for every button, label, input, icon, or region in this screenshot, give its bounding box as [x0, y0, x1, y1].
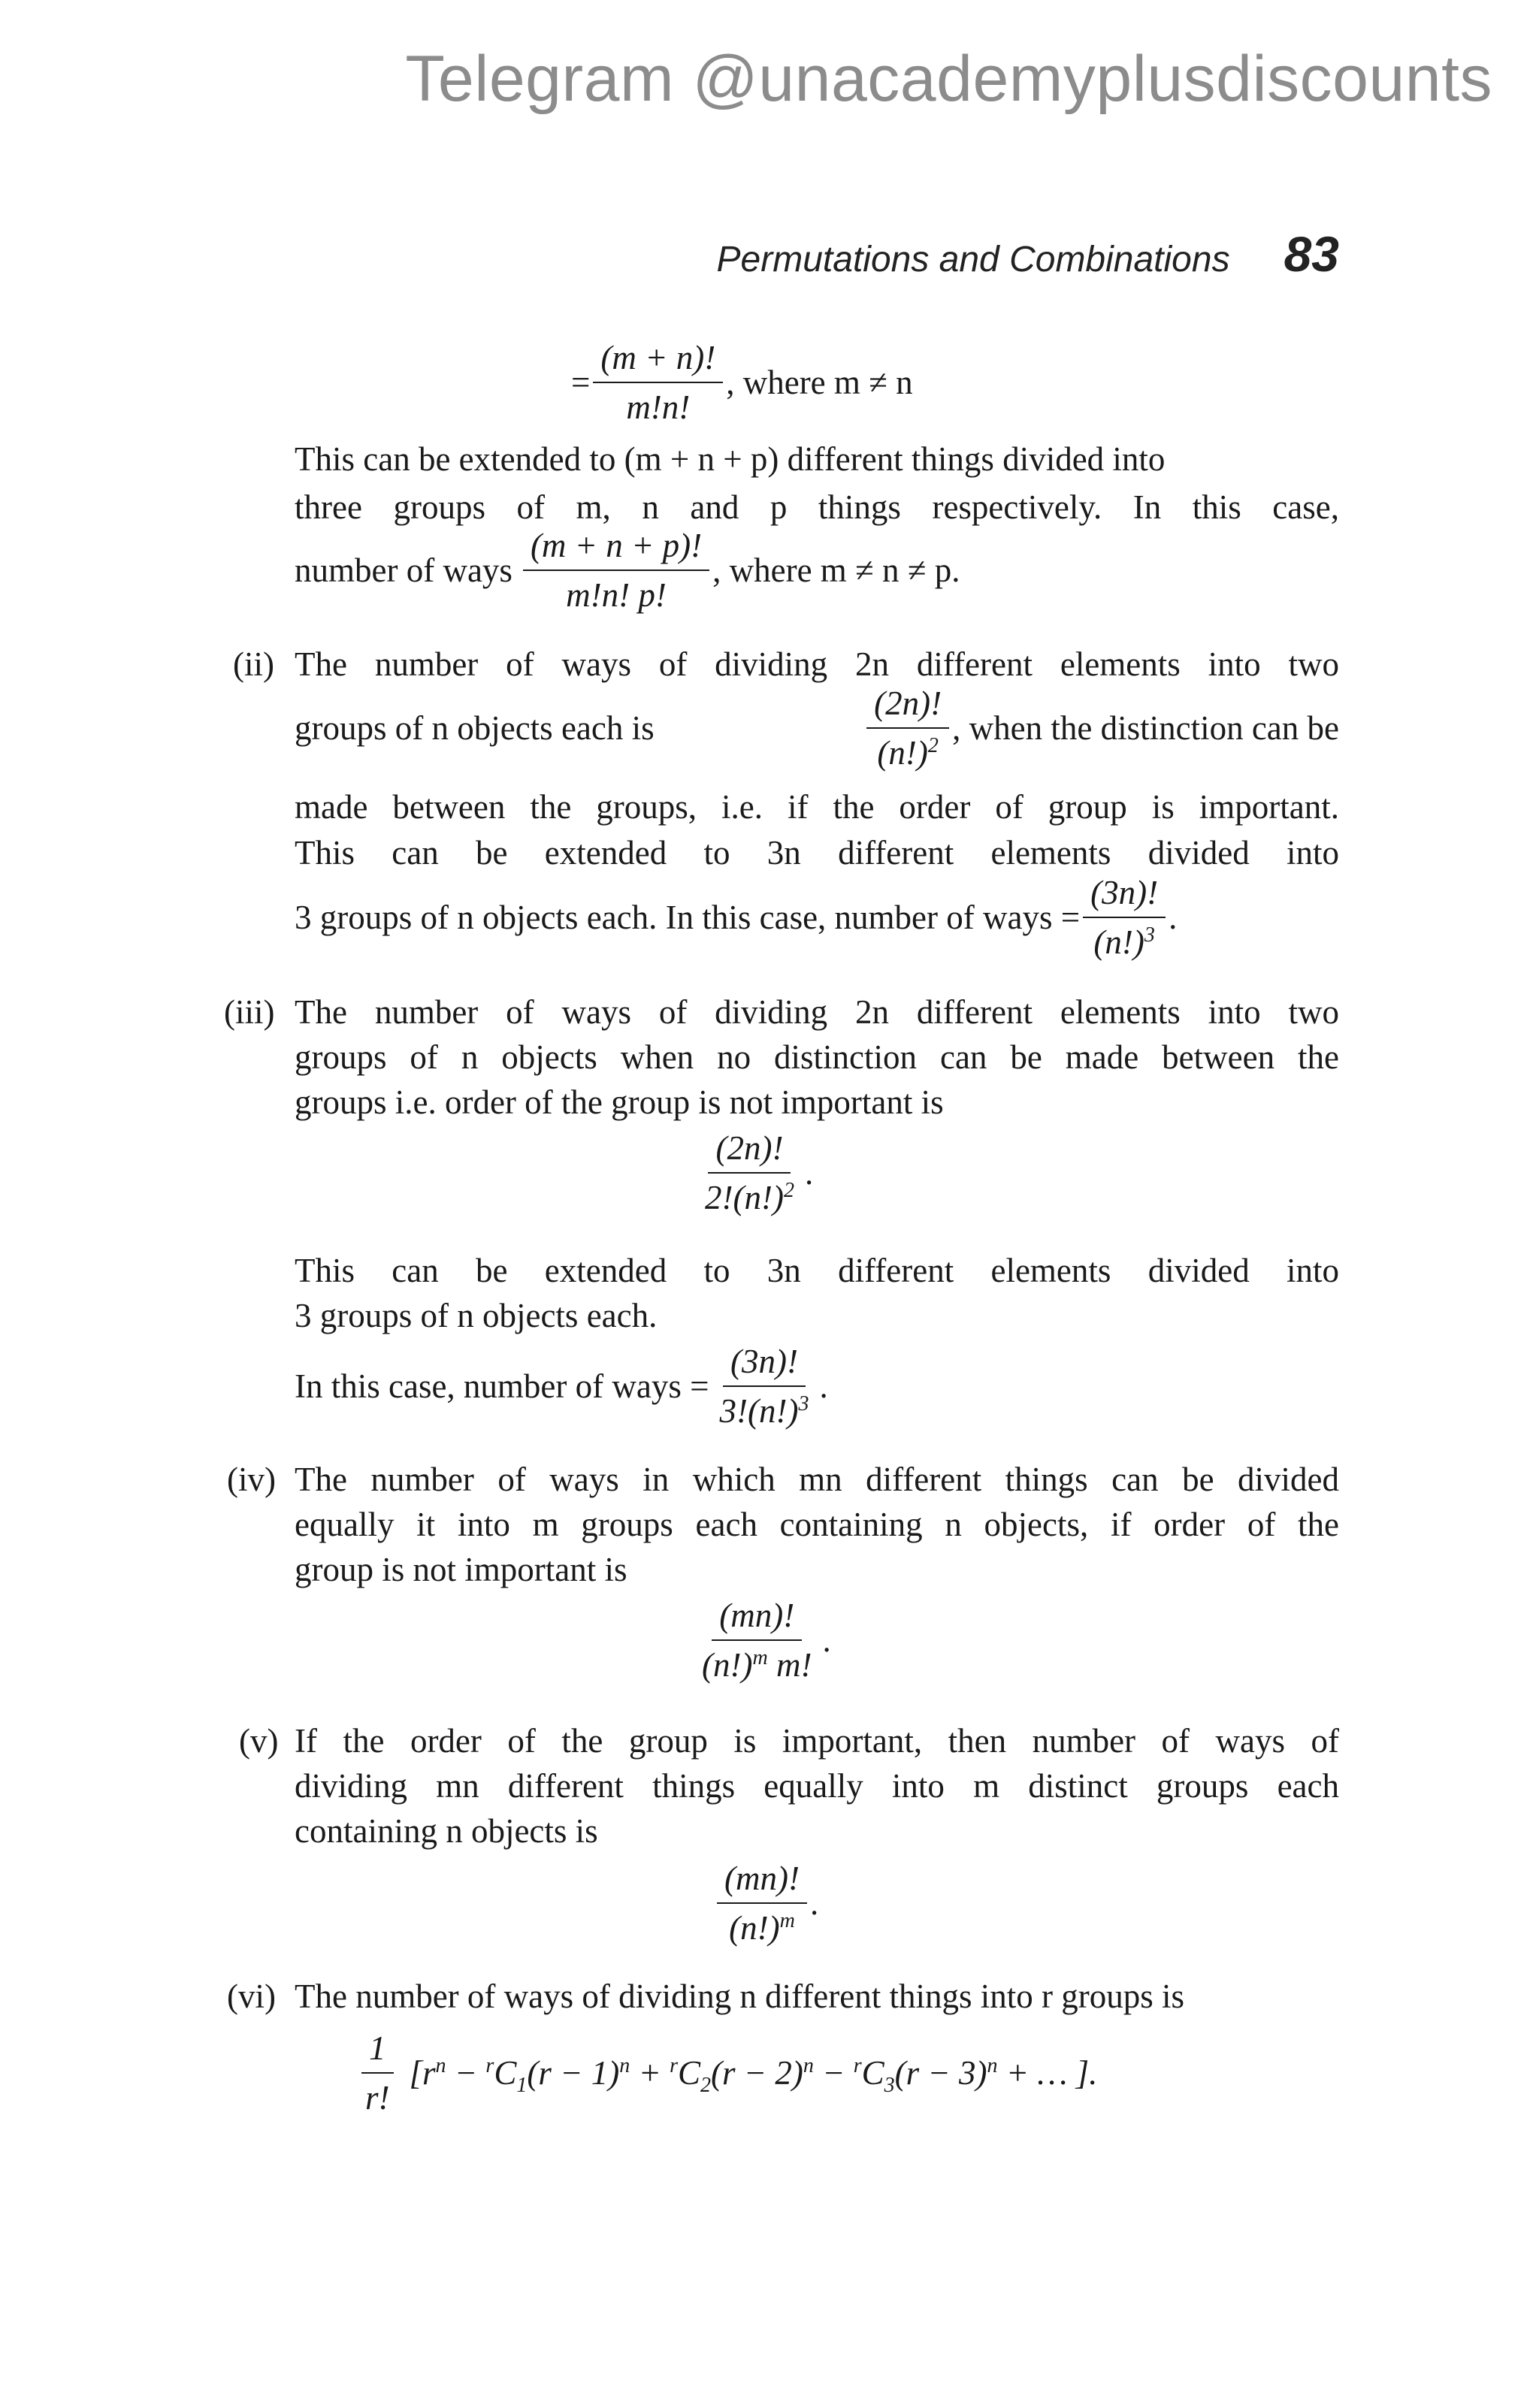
- fraction: [593, 338, 723, 427]
- exponent: m: [779, 1909, 795, 1932]
- operator: −: [813, 2054, 854, 2092]
- lead-text: In this case, number of ways =: [295, 1367, 709, 1405]
- formula-line-ii-b: [295, 873, 1177, 962]
- term: C: [677, 2054, 700, 2092]
- prescript: r: [485, 2054, 494, 2077]
- subscript: 2: [700, 2074, 711, 2097]
- numerator: 1: [361, 2029, 394, 2074]
- term: (r − 3): [894, 2054, 987, 2092]
- numerator: (m + n + p)!: [523, 526, 709, 571]
- term: [r: [409, 2054, 436, 2092]
- den-base: (n!): [877, 734, 928, 772]
- paragraph-line: This can be extended to 3n different elements divided into: [295, 834, 1339, 872]
- running-head: [717, 225, 1339, 282]
- operator: +: [630, 2054, 670, 2092]
- exponent: 2: [783, 1179, 794, 1202]
- fraction: [717, 1859, 807, 1947]
- exponent: n: [803, 2054, 814, 2077]
- fraction: [1083, 873, 1166, 962]
- exponent: n: [987, 2054, 998, 2077]
- numerator: (3n)!: [1083, 873, 1166, 918]
- formula-v: [714, 1859, 818, 1947]
- lead-text: 3 groups of n objects each. In this case, number of ways =: [295, 899, 1081, 936]
- paragraph-line: group is not important is: [295, 1551, 627, 1588]
- denominator: [694, 1641, 819, 1684]
- formula-mn: [571, 338, 913, 427]
- item-label: (iv): [227, 1461, 276, 1498]
- tail-text: .: [819, 1367, 828, 1405]
- item-label: (ii): [233, 645, 274, 683]
- numerator: (2n)!: [866, 684, 949, 729]
- denominator: m!n!: [626, 388, 691, 426]
- den-base: (n!): [702, 1646, 753, 1684]
- tail-text: .: [822, 1621, 831, 1659]
- denominator: m!n! p!: [566, 576, 667, 614]
- denominator: [1086, 918, 1162, 962]
- fraction: [694, 1596, 819, 1684]
- paragraph-line: groups of n objects when no distinction can be made between the: [295, 1038, 1339, 1076]
- paragraph-line: If the order of the group is important, then number of ways of: [295, 1722, 1339, 1760]
- fraction: [697, 1128, 802, 1217]
- fraction: [866, 684, 949, 772]
- term: (r − 1): [527, 2054, 620, 2092]
- paragraph-line: made between the groups, i.e. if the order of group is important.: [295, 788, 1339, 826]
- den-base: 2!(n!): [705, 1179, 784, 1216]
- den-base: 3!(n!): [719, 1392, 799, 1430]
- term: + … ].: [997, 2054, 1098, 2092]
- page-number: 83: [1284, 226, 1339, 282]
- formula-iv: [691, 1596, 831, 1684]
- formula-condition: , where m ≠ n: [726, 364, 913, 401]
- lead-text: number of ways: [295, 551, 512, 589]
- paragraph-line: The number of ways in which mn different things can be divided: [295, 1461, 1339, 1498]
- watermark: Telegram @unacademyplusdiscounts: [405, 43, 1492, 115]
- exponent: 3: [798, 1392, 809, 1415]
- exponent: m: [752, 1646, 768, 1669]
- paragraph-line: The number of ways of dividing 2n different elements into two: [295, 993, 1339, 1031]
- term: C: [494, 2054, 517, 2092]
- den-base: (n!): [1093, 923, 1144, 961]
- paragraph-line: dividing mn different things equally into m distinct groups each: [295, 1767, 1339, 1805]
- formula-mnp: [295, 526, 960, 615]
- series-expression: [409, 2053, 1098, 2097]
- denominator: [697, 1174, 802, 1217]
- paragraph-line: This can be extended to (m + n + p) different things divided into: [295, 440, 1166, 478]
- formula-condition: , where m ≠ n ≠ p.: [712, 551, 960, 589]
- paragraph-line: The number of ways of dividing n different things into r groups is: [295, 1977, 1184, 2015]
- operator: −: [446, 2054, 486, 2092]
- numerator: (mn)!: [717, 1859, 807, 1904]
- item-label: (vi): [227, 1977, 276, 2015]
- fraction: [358, 2029, 398, 2117]
- denominator: [712, 1387, 817, 1431]
- exponent: n: [619, 2054, 630, 2077]
- numerator: (m + n)!: [593, 338, 723, 383]
- den-base: (n!): [729, 1909, 780, 1947]
- formula-line-ii: [295, 684, 1339, 772]
- paragraph-line: This can be extended to 3n different elements divided into: [295, 1252, 1339, 1289]
- fraction: [712, 1342, 817, 1431]
- formula-iii-b: [295, 1342, 828, 1431]
- numerator: (mn)!: [712, 1596, 802, 1641]
- term: C: [861, 2054, 884, 2092]
- tail-text: .: [804, 1154, 814, 1192]
- tail-text: .: [1169, 899, 1178, 936]
- subscript: 1: [516, 2074, 528, 2097]
- prescript: r: [670, 2054, 678, 2077]
- denominator: [869, 729, 945, 772]
- subscript: 3: [884, 2074, 895, 2097]
- numerator: (3n)!: [723, 1342, 806, 1387]
- running-title: Permutations and Combinations: [716, 240, 1230, 279]
- paragraph-line: three groups of m, n and p things respectively. In this case,: [295, 488, 1339, 526]
- prescript: r: [853, 2054, 862, 2077]
- paragraph-line: 3 groups of n objects each.: [295, 1297, 658, 1334]
- paragraph-line: groups i.e. order of the group is not important is: [295, 1083, 944, 1121]
- den-tail: m!: [767, 1646, 812, 1684]
- formula-group: [863, 684, 1339, 772]
- numerator: (2n)!: [708, 1128, 791, 1174]
- tail-text: .: [809, 1884, 819, 1922]
- term: (r − 2): [710, 2054, 803, 2092]
- denominator: [721, 1904, 803, 1947]
- denominator: r!: [365, 2079, 390, 2116]
- exponent: 3: [1144, 923, 1155, 947]
- tail-text: , when the distinction can be: [952, 709, 1339, 747]
- equals-sign: =: [571, 364, 591, 401]
- lead-text: groups of n objects each is: [295, 709, 655, 747]
- paragraph-line: The number of ways of dividing 2n different elements into two: [295, 645, 1339, 683]
- fraction: [523, 526, 709, 615]
- exponent: 2: [927, 734, 939, 757]
- item-label: (iii): [224, 993, 275, 1031]
- formula-iii: [694, 1128, 813, 1217]
- item-label: (v): [239, 1722, 279, 1760]
- exponent: n: [435, 2054, 446, 2077]
- paragraph-line: equally it into m groups each containing n objects, if order of the: [295, 1506, 1339, 1543]
- formula-vi: [355, 2029, 1097, 2117]
- paragraph-line: containing n objects is: [295, 1812, 598, 1850]
